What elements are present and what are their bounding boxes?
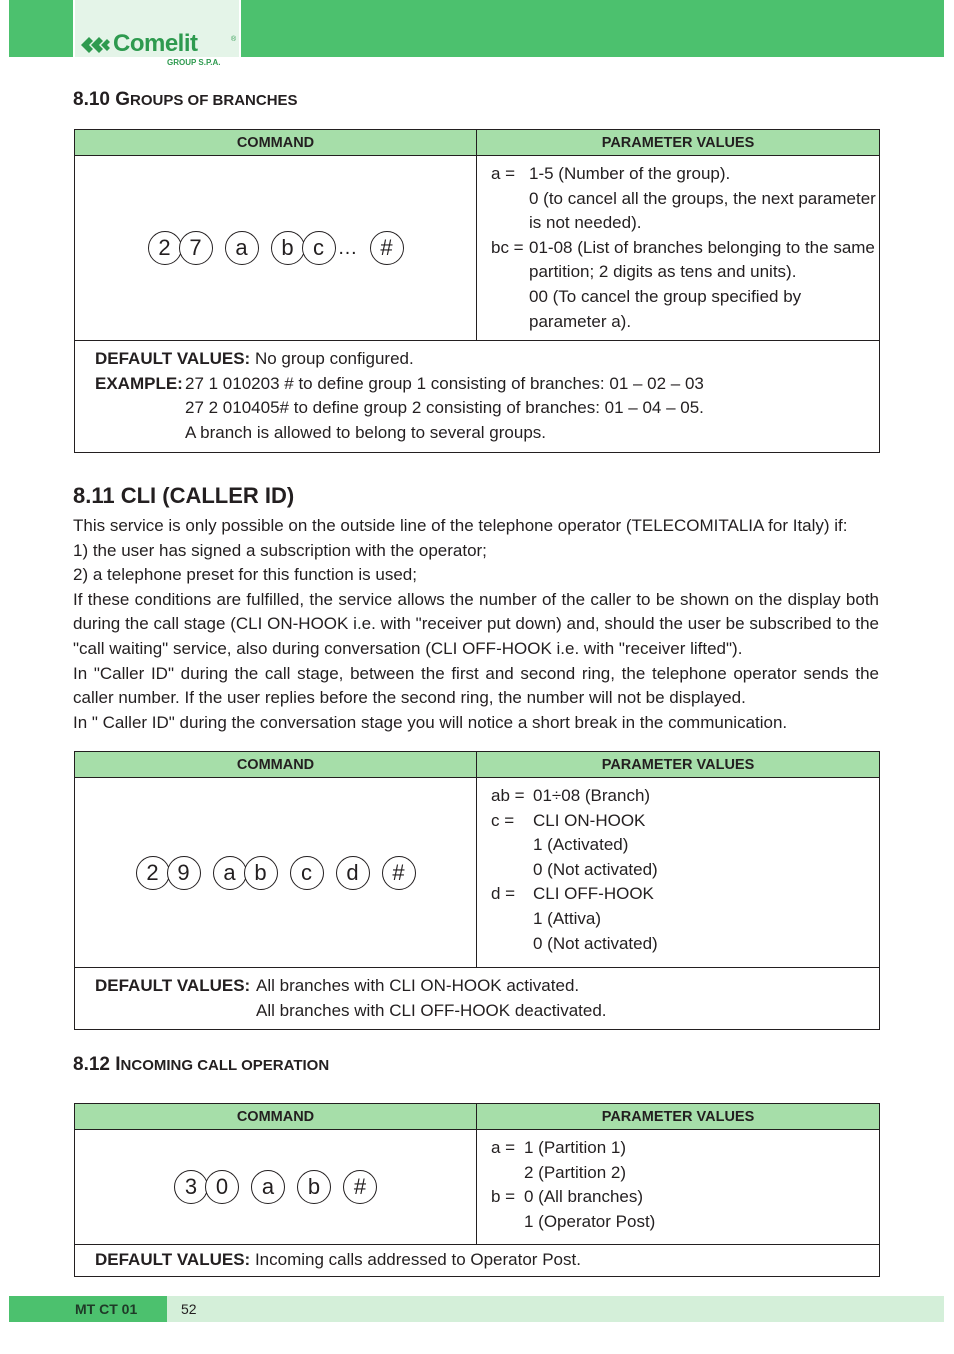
- document-code: MT CT 01: [75, 1301, 138, 1317]
- command-keys: [75, 778, 477, 968]
- parameter-values: [477, 1130, 880, 1245]
- key-circle: #: [370, 231, 404, 265]
- parameter-row: [491, 1136, 879, 1161]
- parameter-text: partition; 2 digits as tens and units).: [529, 262, 797, 282]
- table-8-10: [74, 129, 880, 453]
- parameter-text: 0 (All branches): [524, 1187, 644, 1207]
- comelit-logo-icon: [79, 33, 111, 57]
- parameter-text: 0 (to cancel all the groups, the next parameter: [529, 188, 876, 208]
- key-circle: 7: [179, 231, 213, 265]
- default-values: DEFAULT VALUES: All branches with CLI ON-HOOK activated. All branches with CLI OFF-HOOK deactivated.: [75, 968, 880, 1030]
- key-circle: a: [225, 231, 259, 265]
- key-circle: b: [271, 231, 305, 265]
- parameter-label: [491, 187, 529, 212]
- key-circle: c: [290, 856, 324, 890]
- parameter-text: 1 (Partition 1): [524, 1138, 627, 1157]
- parameter-label: [491, 211, 529, 236]
- parameter-row: [491, 260, 879, 285]
- table-8-12: [74, 1103, 880, 1277]
- parameter-label: a =: [491, 164, 520, 183]
- parameter-row: [491, 187, 879, 212]
- key-circle: a: [213, 856, 247, 890]
- parameter-row: [491, 784, 879, 809]
- col-command: COMMAND: [75, 130, 477, 156]
- parameter-text: 1 (Activated): [533, 835, 629, 855]
- brand-name: Comelit: [113, 30, 198, 57]
- col-parameter-values: PARAMETER VALUES: [477, 130, 880, 156]
- parameter-text: CLI OFF-HOOK: [533, 884, 654, 904]
- parameter-label: c =: [491, 810, 519, 830]
- parameter-text: 01-08 (List of branches belonging to the same: [529, 237, 875, 257]
- parameter-values: [477, 778, 880, 968]
- key-circle: 0: [205, 1170, 239, 1204]
- ellipsis: …: [337, 236, 358, 259]
- parameter-label: [491, 932, 533, 957]
- col-parameter-values: PARAMETER VALUES: [477, 1104, 880, 1130]
- key-circle: c: [302, 231, 336, 265]
- footer-bar: [9, 1296, 944, 1322]
- parameter-text: 00 (To cancel the group specified by: [529, 286, 802, 306]
- parameter-label: [491, 285, 529, 310]
- key-circle: b: [244, 856, 278, 890]
- parameter-text: 1 (Attiva): [533, 908, 602, 928]
- registered-mark: ®: [231, 36, 237, 43]
- col-command: COMMAND: [75, 1104, 477, 1130]
- parameter-row: [491, 858, 879, 883]
- parameter-label: [491, 858, 533, 883]
- parameter-label: b =: [491, 1187, 520, 1207]
- parameter-label: bc =: [491, 237, 529, 257]
- col-command: COMMAND: [75, 752, 477, 778]
- parameter-row: [491, 285, 879, 310]
- page-number: 52: [181, 1301, 197, 1317]
- section-8-11-title: 8.11 CLI (CALLER ID): [73, 483, 295, 508]
- section-8-10-title: 8.10 GROUPS OF BRANCHES: [73, 89, 298, 110]
- parameter-row: [491, 907, 879, 932]
- key-circle: #: [343, 1170, 377, 1204]
- table-8-11: [74, 751, 880, 1030]
- parameter-row: [491, 236, 879, 261]
- parameter-text: parameter a).: [529, 311, 632, 331]
- parameter-label: d =: [491, 884, 520, 904]
- key-circle: a: [251, 1170, 285, 1204]
- parameter-row: [491, 1161, 879, 1186]
- key-circle: b: [297, 1170, 331, 1204]
- parameter-row: [491, 932, 879, 957]
- parameter-row: [491, 809, 879, 834]
- parameter-text: 01÷08 (Branch): [533, 786, 651, 805]
- parameter-row: [491, 211, 879, 236]
- parameter-label: a =: [491, 1138, 520, 1157]
- parameter-label: [491, 907, 533, 932]
- parameter-label: [491, 833, 533, 858]
- parameter-row: [491, 1210, 879, 1235]
- parameter-text: 0 (Not activated): [533, 859, 658, 879]
- col-parameter-values: PARAMETER VALUES: [477, 752, 880, 778]
- parameter-text: is not needed).: [529, 213, 642, 233]
- default-values: DEFAULT VALUES: No group configured. EXAMPLE: 27 1 010203 # to define group 1 consisting of branches: 01 – 02 – 03 27 2 010405# to define group 2 consisting of branches: 01 – 04 – 05. A branch is allowed to belong to several groups.: [75, 341, 880, 452]
- section-8-12-title: 8.12 INCOMING CALL OPERATION: [73, 1054, 330, 1075]
- logo: [73, 0, 241, 68]
- parameter-label: [491, 310, 529, 335]
- parameter-label: ab =: [491, 786, 530, 805]
- parameter-text: 2 (Partition 2): [524, 1162, 627, 1182]
- key-circle: 2: [148, 231, 182, 265]
- command-keys: [75, 1130, 477, 1245]
- key-circle: 3: [174, 1170, 208, 1204]
- parameter-row: [491, 833, 879, 858]
- default-values: DEFAULT VALUES: Incoming calls addressed to Operator Post.: [75, 1245, 880, 1277]
- parameter-text: 1 (Operator Post): [524, 1211, 656, 1231]
- parameter-row: [491, 1185, 879, 1210]
- section-8-11-body: This service is only possible on the outside line of the telephone operator (TELECOMITALIA for Italy) if: 1) the user has signed a subscription with the operator; 2) a telephone preset for this function is used; If these conditions are fulfilled, the service allows the number of the caller to be shown on the display both during the call stage (CLI ON-HOOK i.e. with "receiver put down) and, should the user be subscribed to the "call waiting" service, also during conversation (CLI OFF-HOOK i.e. with "receiver lifted"). In "Caller ID" during the call stage, between the first and second ring, the telephone operator sends the caller number. If the user replies before the second ring, the number will not be displayed. In " Caller ID" during the conversation stage you will notice a short break in the communication.: [73, 516, 879, 732]
- key-circle: 2: [136, 856, 170, 890]
- parameter-label: [491, 260, 529, 285]
- parameter-text: 1-5 (Number of the group).: [529, 164, 731, 183]
- parameter-label: [491, 1210, 524, 1235]
- parameter-values: [477, 156, 880, 341]
- key-circle: d: [336, 856, 370, 890]
- parameter-row: [491, 882, 879, 907]
- command-keys: [75, 156, 477, 341]
- key-circle: 9: [167, 856, 201, 890]
- brand-subtitle: GROUP S.P.A.: [167, 58, 221, 67]
- parameter-row: [491, 162, 879, 187]
- parameter-row: [491, 310, 879, 335]
- key-circle: #: [382, 856, 416, 890]
- parameter-label: [491, 1161, 524, 1186]
- parameter-text: CLI ON-HOOK: [533, 810, 646, 830]
- parameter-text: 0 (Not activated): [533, 933, 658, 953]
